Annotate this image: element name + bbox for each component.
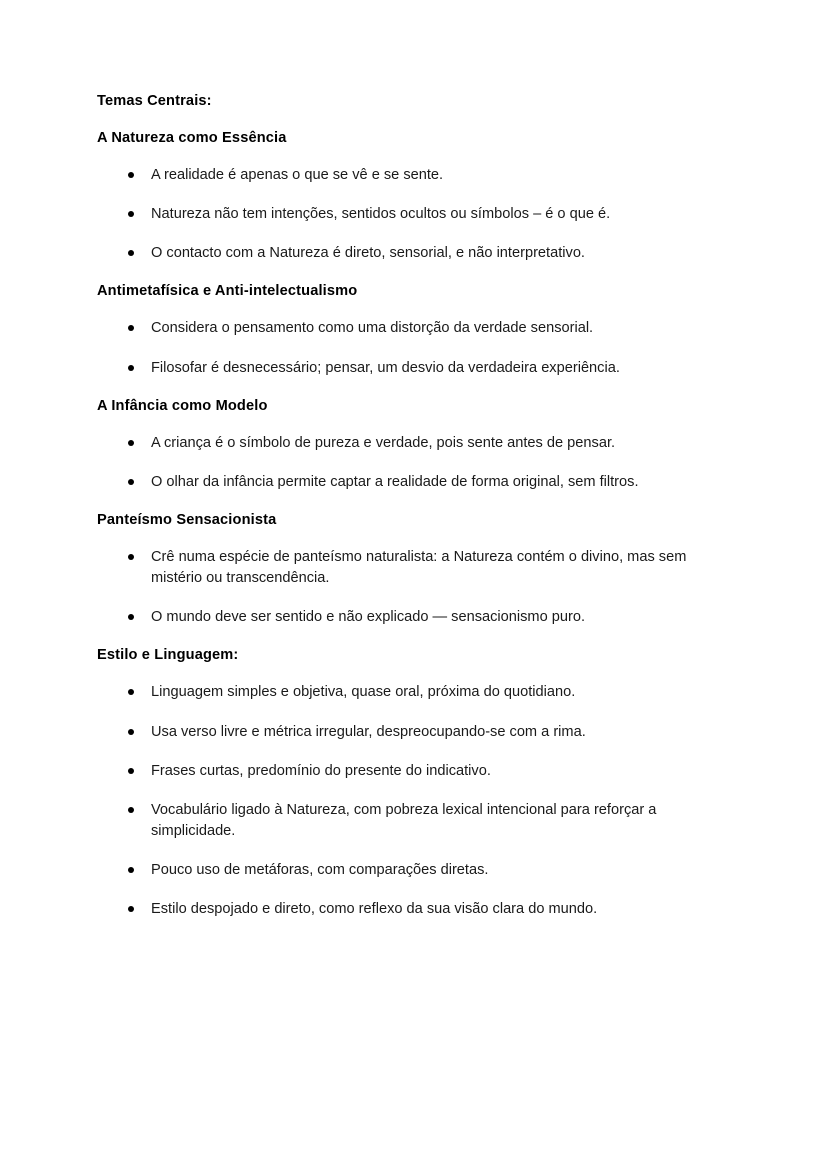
list-item-text: Estilo despojado e direto, como reflexo da sua visão clara do mundo. — [151, 901, 598, 918]
bullet-icon — [128, 479, 134, 485]
spacer — [97, 665, 731, 682]
list-item-text: Frases curtas, predomínio do presente do indicativo. — [151, 762, 491, 779]
spacer — [97, 628, 731, 646]
section-heading: Panteísmo Sensacionista — [97, 511, 277, 528]
list-item — [97, 318, 731, 339]
bullet-icon — [128, 211, 134, 217]
bullet-list — [97, 433, 731, 493]
list-item-text: A criança é o símbolo de pureza e verdade, pois sente antes de pensar. — [151, 434, 616, 451]
list-item — [97, 607, 731, 628]
list-item — [97, 722, 731, 743]
spacer — [97, 416, 731, 433]
list-item — [97, 358, 731, 379]
list-item — [97, 682, 731, 703]
document-section — [97, 92, 731, 111]
document-section — [97, 282, 731, 378]
list-item-text: O contacto com a Natureza é direto, sensorial, e não interpretativo. — [151, 245, 585, 262]
bullet-list — [97, 318, 731, 378]
spacer — [97, 301, 731, 318]
list-item — [97, 433, 731, 454]
bullet-icon — [128, 768, 134, 774]
list-item — [97, 547, 731, 589]
list-item-text: Filosofar é desnecessário; pensar, um desvio da verdadeira experiência. — [151, 359, 620, 376]
bullet-icon — [128, 365, 134, 371]
list-item-text: A realidade é apenas o que se vê e se sente. — [151, 166, 444, 183]
list-item-text: Linguagem simples e objetiva, quase oral, próxima do quotidiano. — [151, 684, 576, 701]
list-item — [97, 761, 731, 782]
list-item-text: Pouco uso de metáforas, com comparações diretas. — [151, 862, 489, 879]
list-item — [97, 165, 731, 186]
list-item — [97, 472, 731, 493]
bullet-icon — [128, 867, 134, 873]
bullet-icon — [128, 906, 134, 912]
bullet-list — [97, 547, 731, 628]
document-section — [97, 511, 731, 628]
list-item-text: O olhar da infância permite captar a realidade de forma original, sem filtros. — [151, 473, 639, 490]
spacer — [97, 493, 731, 511]
list-item — [97, 899, 731, 920]
bullet-list — [97, 165, 731, 264]
bullet-list — [97, 682, 731, 920]
document-section — [97, 397, 731, 493]
list-item-text: Considera o pensamento como uma distorção da verdade sensorial. — [151, 320, 594, 337]
bullet-icon — [128, 807, 134, 813]
list-item — [97, 243, 731, 264]
section-heading: A Natureza como Essência — [97, 129, 287, 146]
spacer — [97, 111, 731, 129]
bullet-icon — [128, 440, 134, 446]
document-section — [97, 646, 731, 920]
bullet-icon — [128, 554, 134, 560]
list-item-text: Usa verso livre e métrica irregular, despreocupando-se com a rima. — [151, 723, 586, 740]
bullet-icon — [128, 250, 134, 256]
document-body — [97, 92, 731, 920]
section-heading: Temas Centrais: — [97, 93, 212, 109]
list-item-text: Vocabulário ligado à Natureza, com pobreza lexical intencional para reforçar a simplicidade. — [151, 801, 657, 839]
document-section — [97, 129, 731, 264]
bullet-icon — [128, 689, 134, 695]
list-item-text: Crê numa espécie de panteísmo naturalista: a Natureza contém o divino, mas sem mistério ou transcendência. — [151, 548, 687, 587]
bullet-icon — [128, 729, 134, 735]
list-item — [97, 204, 731, 225]
bullet-icon — [128, 325, 134, 331]
section-heading: A Infância como Modelo — [97, 397, 268, 414]
spacer — [97, 264, 731, 282]
bullet-icon — [128, 614, 134, 620]
list-item-text: Natureza não tem intenções, sentidos ocultos ou símbolos – é o que é. — [151, 206, 611, 223]
list-item — [97, 860, 731, 881]
spacer — [97, 148, 731, 165]
bullet-icon — [128, 172, 134, 178]
list-item-text: O mundo deve ser sentido e não explicado — sensacionismo puro. — [151, 609, 586, 626]
spacer — [97, 530, 731, 547]
list-item — [97, 800, 731, 842]
section-heading: Antimetafísica e Anti-intelectualismo — [97, 283, 358, 300]
section-heading: Estilo e Linguagem: — [97, 647, 239, 664]
spacer — [97, 379, 731, 397]
